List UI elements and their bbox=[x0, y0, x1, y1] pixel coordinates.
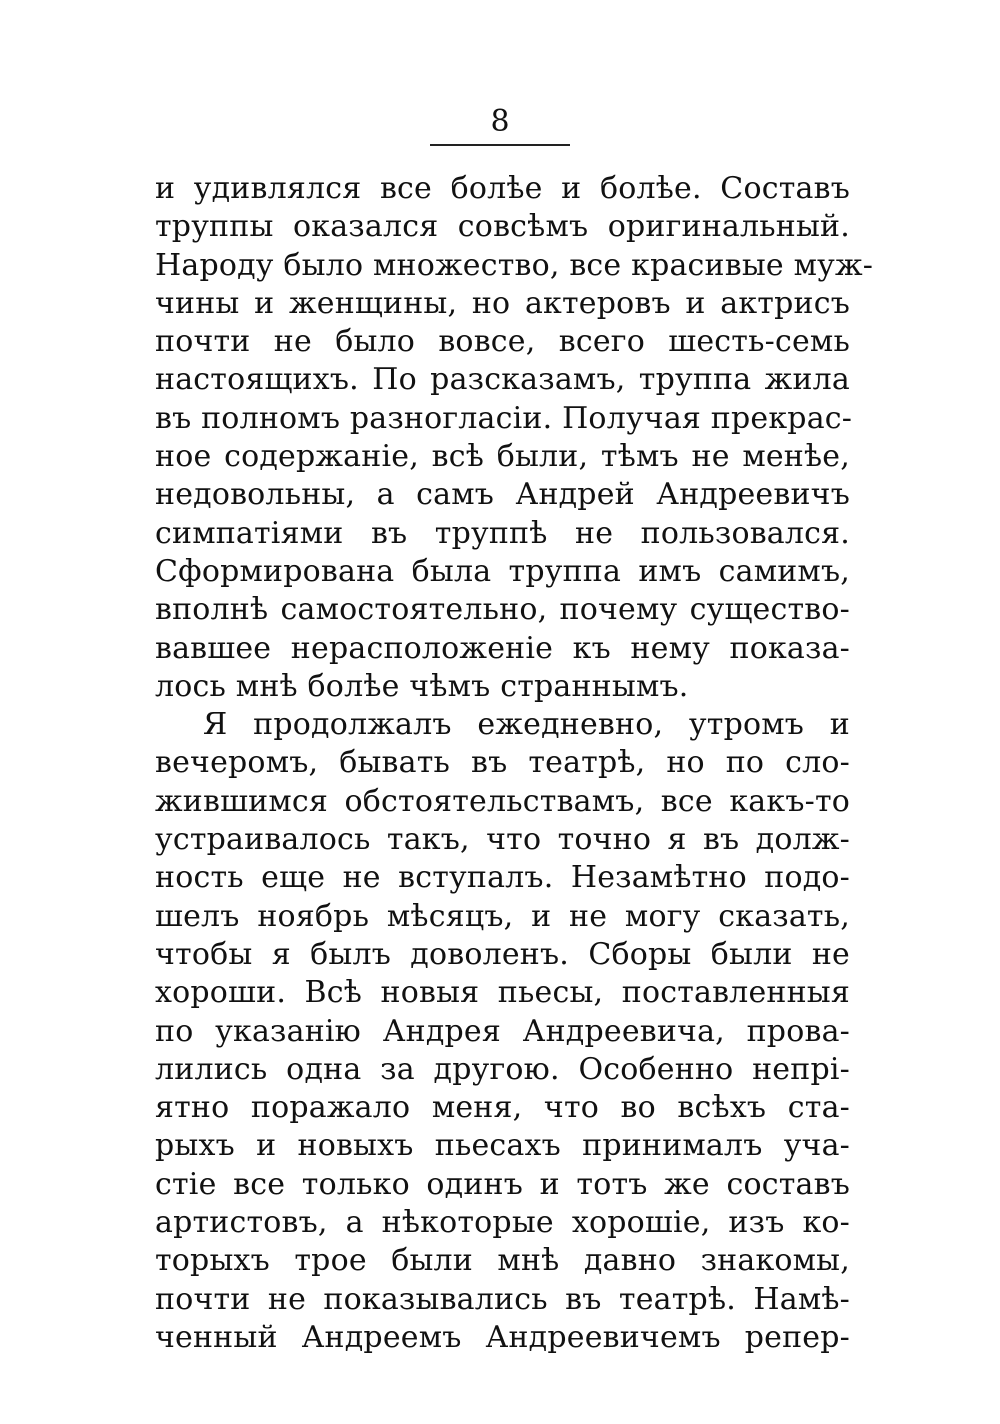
text-line: хороши. Всѣ новыя пьесы, поставленныя bbox=[155, 975, 850, 1011]
text-line: настоящихъ. По разсказамъ, труппа жила bbox=[155, 362, 850, 398]
text-line: Я продолжалъ ежедневно, утромъ и bbox=[203, 707, 850, 743]
text-line: рыхъ и новыхъ пьесахъ принималъ уча- bbox=[155, 1128, 850, 1164]
text-line: стіе все только одинъ и тотъ же составъ bbox=[155, 1166, 850, 1202]
text-line: въ полномъ разногласіи. Получая прекрас- bbox=[155, 400, 853, 436]
text-line: лось мнѣ болѣе чѣмъ страннымъ. bbox=[155, 668, 689, 704]
text-line: вполнѣ самостоятельно, почему существо- bbox=[155, 592, 850, 628]
text-line: жившимся обстоятельствамъ, все какъ-то bbox=[155, 783, 850, 819]
text-line: шелъ ноябрь мѣсяцъ, и не могу сказать, bbox=[155, 898, 850, 934]
text-line: почти не показывались въ театрѣ. Намѣ- bbox=[155, 1281, 850, 1317]
header-rule bbox=[430, 144, 570, 146]
text-line: и удивлялся все болѣе и болѣе. Составъ bbox=[155, 171, 850, 206]
text-line: недовольны, а самъ Андрей Андреевичъ bbox=[155, 477, 850, 513]
text-line: лились одна за другою. Особенно непрі- bbox=[155, 1051, 850, 1087]
body-text bbox=[155, 170, 874, 1357]
text-line: Народу было множество, все красивые муж- bbox=[155, 247, 874, 283]
text-line: ность еще не вступалъ. Незамѣтно подо- bbox=[155, 860, 850, 896]
text-line: вечеромъ, бывать въ театрѣ, но по сло- bbox=[155, 745, 850, 781]
page-number: 8 bbox=[490, 104, 510, 139]
text-line: артистовъ, а нѣкоторые хорошіе, изъ ко- bbox=[155, 1205, 850, 1241]
text-line: почти не было вовсе, всего шесть-семь bbox=[155, 324, 850, 360]
text-line: торыхъ трое были мнѣ давно знакомы, bbox=[155, 1243, 850, 1279]
text-line: симпатіями въ труппѣ не пользовался. bbox=[155, 515, 850, 551]
text-line: вавшее нерасположеніе къ нему показа- bbox=[155, 630, 850, 666]
text-line: чтобы я былъ доволенъ. Сборы были не bbox=[155, 936, 850, 972]
text-line: ятно поражало меня, что во всѣхъ ста- bbox=[155, 1090, 850, 1126]
text-line: чины и женщины, но актеровъ и актрисъ bbox=[155, 285, 850, 321]
text-line: по указанію Андрея Андреевича, прова- bbox=[155, 1013, 850, 1049]
text-line: ное содержаніе, всѣ были, тѣмъ не менѣе, bbox=[155, 439, 850, 475]
text-line: ченный Андреемъ Андреевичемъ репер- bbox=[155, 1319, 850, 1355]
text-line: Сформирована была труппа имъ самимъ, bbox=[155, 553, 850, 589]
text-line: устраивалось такъ, что точно я въ долж- bbox=[155, 822, 850, 858]
text-line: труппы оказался совсѣмъ оригинальный. bbox=[155, 209, 850, 245]
